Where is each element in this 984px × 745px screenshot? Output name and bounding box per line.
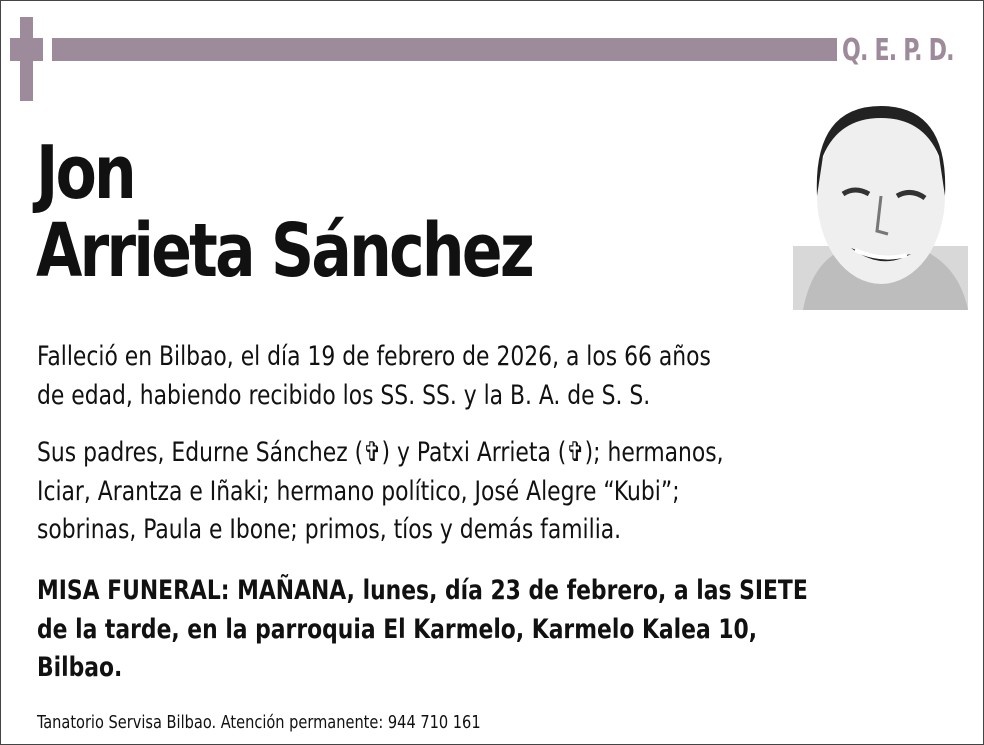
last-name: Arrieta Sánchez [36, 208, 533, 294]
text-line: Sus padres, Edurne Sánchez (✞) y Patxi Arrieta (✞); hermanos, [37, 437, 724, 468]
text-line: de edad, habiendo recibido los SS. SS. y la B. A. de S. S. [37, 379, 651, 411]
portrait-photo [793, 96, 968, 310]
text-line: MISA FUNERAL: MAÑANA, lunes, día 23 de febrero, a las SIETE [37, 575, 808, 606]
text-line: de la tarde, en la parroquia El Karmelo, Karmelo Kalea 10, [37, 613, 758, 645]
funeral-mass-paragraph [37, 572, 808, 688]
first-name: Jon [36, 130, 135, 216]
qepd-label: Q. E. P. D. [842, 33, 954, 68]
funeral-home-footer: Tanatorio Servisa Bilbao. Atención permanente: 944 710 161 [37, 712, 481, 733]
text-line: Iciar, Arantza e Iñaki; hermano político, José Alegre “Kubi”; [37, 475, 680, 507]
header-rule [52, 38, 837, 61]
text-line: Bilbao. [37, 652, 123, 683]
family-paragraph [37, 434, 724, 550]
text-line: Falleció en Bilbao, el día 19 de febrero de 2026, a los 66 años [37, 341, 711, 372]
death-notice-paragraph [37, 338, 711, 415]
text-line: sobrinas, Paula e Ibone; primos, tíos y demás familia. [37, 514, 622, 545]
